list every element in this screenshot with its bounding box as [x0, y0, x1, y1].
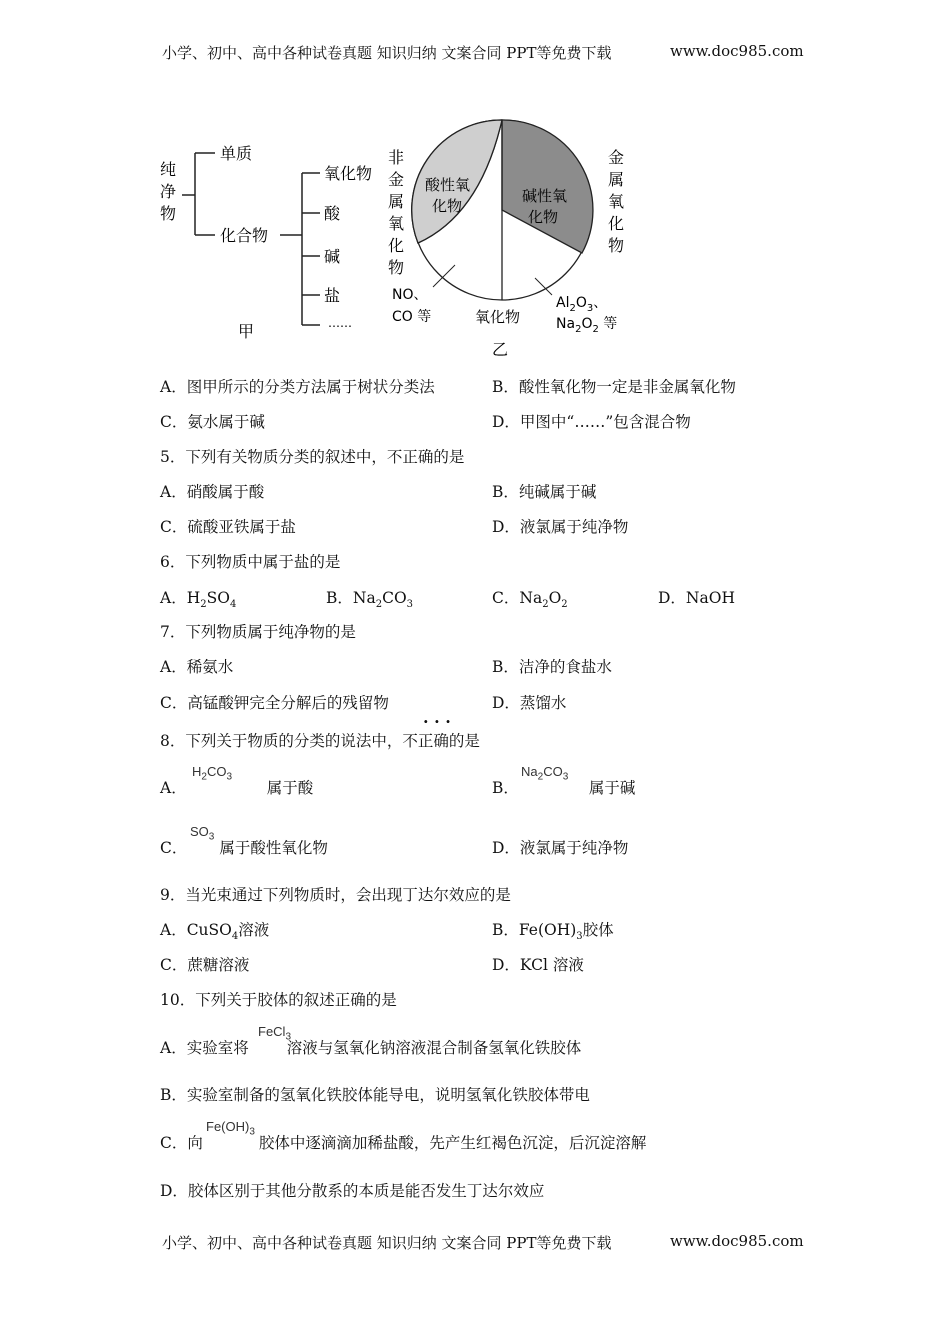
q7-stem: 7．下列物质属于纯净物的是	[160, 623, 356, 641]
q7-option-b: B．洁净的食盐水	[492, 658, 612, 676]
tree-root-char-3: 物	[160, 204, 177, 223]
q8-option-a: A． 属于酸	[160, 779, 314, 797]
pie-diagram-yi	[388, 120, 624, 359]
pie-right-label-5: 物	[608, 236, 625, 255]
q5-option-a: A．硝酸属于酸	[160, 483, 265, 501]
pie-acid-label-2: 化物	[432, 197, 463, 215]
q4-option-c: C．氨水属于碱	[160, 413, 265, 431]
q4-option-a: A．图甲所示的分类方法属于树状分类法	[160, 378, 435, 396]
q8-option-d: D．液氯属于纯净物	[492, 839, 629, 857]
q5-option-c: C．硫酸亚铁属于盐	[160, 518, 296, 536]
pie-right-label-3: 氧	[608, 192, 625, 211]
tree-root-char-2: 净	[160, 182, 177, 201]
q5-option-b: B．纯碱属于碱	[492, 483, 597, 501]
tree-danzhi: 单质	[220, 144, 253, 163]
classification-figure	[150, 115, 650, 365]
pie-bottom-label: 氧化物	[475, 308, 521, 326]
pie-acid-label-1: 酸性氧	[425, 176, 471, 194]
q10-c-formula: $Fe(OH)_3$	[206, 1119, 255, 1138]
q8-option-b: B． 属于碱	[492, 779, 636, 797]
q6-option-c: C．$Na_2O_2$	[492, 589, 568, 611]
q5-option-d: D．液氯属于纯净物	[492, 518, 629, 536]
q10-option-c: C．向 胶体中逐滴滴加稀盐酸，先产生红褐色沉淀，后沉淀溶解	[160, 1134, 647, 1152]
q4-option-d: D．甲图中“……”包含混合物	[492, 413, 691, 431]
pie-left-label-1: 非	[388, 148, 405, 167]
emphasis-dots: · · ·	[423, 712, 451, 731]
q8-b-formula: $Na_2CO_3$	[521, 764, 569, 783]
q10-a-formula: FeCl$_3$	[258, 1024, 292, 1043]
pie-right-label-2: 属	[608, 170, 625, 189]
tree-root-char-1: 纯	[160, 160, 177, 179]
pie-left-label-4: 氧	[388, 214, 405, 233]
q9-option-a: A．CuSO$_4$溶液	[160, 921, 270, 943]
q9-option-d: D．KCl 溶液	[492, 956, 584, 974]
header-url: www.doc985.com	[670, 42, 804, 60]
q9-option-c: C．蔗糖溶液	[160, 956, 250, 974]
pie-left-label-5: 化	[388, 236, 405, 255]
pie-right-label-1: 金	[608, 148, 625, 167]
q10-option-b: B．实验室制备的氢氧化铁胶体能导电，说明氢氧化铁胶体带电	[160, 1086, 590, 1104]
footer-left-text: 小学、初中、高中各种试卷真题 知识归纳 文案合同 PPT等免费下载	[162, 1234, 612, 1252]
pie-note-right-1: $Al_2O_3$、	[556, 295, 608, 314]
q10-stem: 10．下列关于胶体的叙述正确的是	[160, 991, 397, 1009]
header-left-text: 小学、初中、高中各种试卷真题 知识归纳 文案合同 PPT等免费下载	[162, 44, 612, 62]
pie-left-label-6: 物	[388, 258, 405, 277]
pie-note-left-1: NO、	[392, 287, 428, 303]
q8-a-formula: $H_2CO_3$	[192, 764, 233, 783]
tree-ellipsis: ……	[328, 316, 352, 330]
pie-left-label-3: 属	[388, 192, 405, 211]
footer-url: www.doc985.com	[670, 1232, 804, 1250]
q6-option-b: B．$Na_2CO_3$	[326, 589, 414, 611]
q8-stem: 8．下列关于物质的分类的说法中，不正确的是	[160, 732, 480, 750]
q6-stem: 6．下列物质中属于盐的是	[160, 553, 341, 571]
pie-base-label-1: 碱性氧	[522, 187, 568, 205]
q5-stem: 5．下列有关物质分类的叙述中，不正确的是	[160, 448, 465, 466]
q6-option-a: A．$H_2SO_4$	[160, 589, 237, 611]
pie-note-left-2: CO 等	[392, 309, 432, 325]
q9-option-b: B．$Fe(OH)_3$胶体	[492, 921, 614, 943]
q4-option-b: B．酸性氧化物一定是非金属氧化物	[492, 378, 736, 396]
q9-stem: 9．当光束通过下列物质时，会出现丁达尔效应的是	[160, 886, 511, 904]
q7-option-d: D．蒸馏水	[492, 694, 567, 712]
pie-base-label-2: 化物	[528, 208, 559, 226]
tree-suan: 酸	[324, 204, 341, 223]
q8-option-c: C． 属于酸性氧化物	[160, 839, 328, 857]
caption-jia: 甲	[238, 322, 255, 341]
tree-yanghuawu: 氧化物	[324, 164, 373, 183]
pie-note-right-2: $Na_2O_2$ 等	[556, 316, 618, 335]
q6-option-d: D．NaOH	[658, 589, 735, 607]
tree-huahewu: 化合物	[220, 226, 269, 245]
q10-option-a: A．实验室将 溶液与氢氧化钠溶液混合制备氢氧化铁胶体	[160, 1039, 582, 1057]
pie-left-label-2: 金	[388, 170, 405, 189]
q10-option-d: D．胶体区别于其他分散系的本质是能否发生丁达尔效应	[160, 1182, 545, 1200]
q7-option-c: C．高锰酸钾完全分解后的残留物	[160, 694, 389, 712]
tree-yan: 盐	[324, 286, 341, 305]
tree-jian: 碱	[324, 247, 341, 266]
pie-right-label-4: 化	[608, 214, 625, 233]
caption-yi: 乙	[492, 340, 509, 359]
q8-c-formula: $SO_3$	[190, 824, 215, 843]
q7-option-a: A．稀氨水	[160, 658, 234, 676]
tree-diagram-jia	[160, 144, 372, 341]
